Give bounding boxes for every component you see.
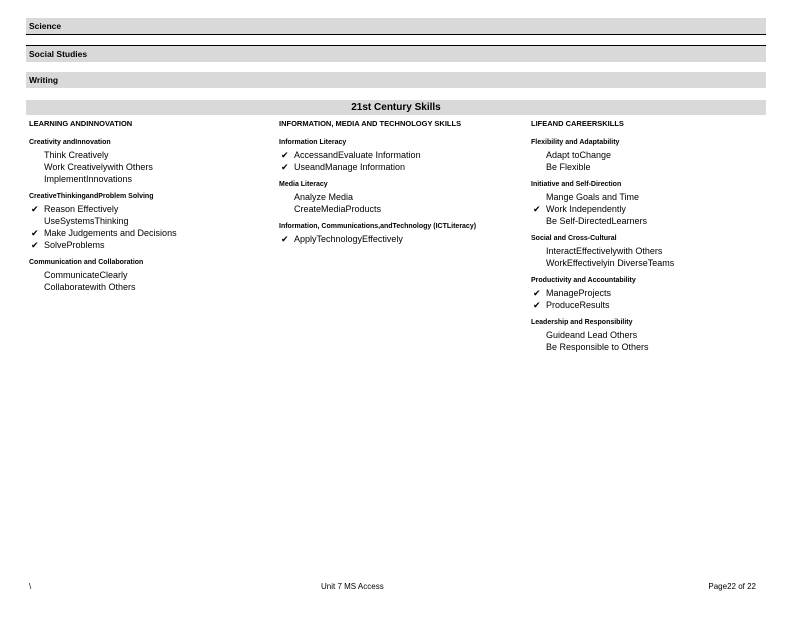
- skill-item-label: Make Judgements and Decisions: [44, 228, 177, 238]
- skill-group: [531, 276, 771, 311]
- skill-item: [531, 203, 771, 215]
- skill-item-label: Analyze Media: [294, 192, 354, 202]
- skill-group-title: Information, Communications,andTechnology (ICTLiteracy): [279, 223, 477, 230]
- skill-item-label: UseSystemsThinking: [44, 216, 129, 226]
- skill-group: [531, 138, 771, 173]
- writing-label: Writing: [29, 75, 59, 85]
- skill-group: [531, 234, 771, 269]
- skill-item-label: ProduceResults: [546, 300, 610, 310]
- skill-item-label: Be Self-DirectedLearners: [546, 216, 648, 226]
- skill-group-title: Initiative and Self-Direction: [531, 181, 622, 188]
- science-section-bar: [26, 18, 766, 34]
- skill-item: [531, 341, 771, 353]
- column-heading: LEARNING ANDINNOVATION: [29, 119, 133, 128]
- skill-item-label: CreateMediaProducts: [294, 204, 382, 214]
- footer-unit-label: Unit 7 MS Access: [321, 582, 384, 591]
- skill-item: [279, 191, 519, 203]
- skill-item: [29, 173, 269, 185]
- skill-group: [29, 138, 269, 185]
- column-heading: LIFEAND CAREERSKILLS: [531, 119, 624, 128]
- skill-item: [279, 161, 519, 173]
- skill-group-title: Media Literacy: [279, 181, 328, 188]
- skill-item-label: Work Creativelywith Others: [44, 162, 153, 172]
- skill-item-label: Reason Effectively: [44, 204, 119, 214]
- skill-group-title: Leadership and Responsibility: [531, 319, 633, 326]
- science-label: Science: [29, 21, 62, 31]
- skill-group-title: Productivity and Accountability: [531, 277, 636, 284]
- column-heading: INFORMATION, MEDIA AND TECHNOLOGY SKILLS: [279, 119, 462, 128]
- skill-item-label: Work Independently: [546, 204, 626, 214]
- checkmark-icon: ✔: [31, 204, 39, 214]
- skill-item-label: Be Responsible to Others: [546, 342, 649, 352]
- checkmark-icon: ✔: [533, 204, 541, 214]
- footer-page-number: Page22 of 22: [708, 582, 756, 591]
- skill-group: [29, 192, 269, 251]
- learning-innovation-column: [29, 119, 269, 300]
- skill-item-label: ManageProjects: [546, 288, 612, 298]
- writing-section-bar: [26, 72, 766, 88]
- skill-group: [29, 258, 269, 293]
- skill-item-label: WorkEffectivelyin DiverseTeams: [546, 258, 675, 268]
- checkmark-icon: ✔: [281, 234, 289, 244]
- skill-group: [531, 180, 771, 227]
- skill-item: [531, 161, 771, 173]
- skill-item-label: ApplyTechnologyEffectively: [294, 234, 403, 244]
- checkmark-icon: ✔: [31, 228, 39, 238]
- skill-item: [29, 269, 269, 281]
- skill-item-label: ImplementInnovations: [44, 174, 133, 184]
- skill-item-label: Mange Goals and Time: [546, 192, 640, 202]
- skill-group-title: CreativeThinkingandProblem Solving: [29, 193, 154, 200]
- skill-item: [531, 329, 771, 341]
- checkmark-icon: ✔: [281, 162, 289, 172]
- skill-item: [29, 149, 269, 161]
- skill-group: [279, 138, 519, 173]
- skill-item: [279, 203, 519, 215]
- skill-item-label: UseandManage Information: [294, 162, 406, 172]
- skill-group-title: Communication and Collaboration: [29, 259, 144, 266]
- skill-item-label: AccessandEvaluate Information: [294, 150, 421, 160]
- skill-item: [531, 299, 771, 311]
- skill-item: [531, 149, 771, 161]
- social-studies-section-bar: [26, 46, 766, 62]
- skill-group: [279, 180, 519, 215]
- skill-item-label: Think Creatively: [44, 150, 109, 160]
- skill-group: [531, 318, 771, 353]
- skill-group: [279, 222, 519, 245]
- skill-item: [29, 227, 269, 239]
- skill-group-title: Information Literacy: [279, 139, 347, 146]
- skill-item: [29, 239, 269, 251]
- skills-title: 21st Century Skills: [26, 100, 766, 115]
- skill-item: [279, 149, 519, 161]
- information-media-technology-column: [279, 119, 519, 252]
- skill-item: [29, 203, 269, 215]
- skill-item-label: Collaboratewith Others: [44, 282, 136, 292]
- checkmark-icon: ✔: [31, 240, 39, 250]
- life-career-column: [531, 119, 771, 360]
- skill-group-title: Creativity andInnovation: [29, 139, 111, 146]
- skill-group-title: Flexibility and Adaptability: [531, 139, 620, 146]
- skill-item: [29, 215, 269, 227]
- skill-item: [279, 233, 519, 245]
- skill-item: [29, 161, 269, 173]
- checkmark-icon: ✔: [281, 150, 289, 160]
- footer-left: \: [29, 582, 32, 591]
- skill-item: [531, 215, 771, 227]
- skill-item-label: Adapt toChange: [546, 150, 612, 160]
- skill-item-label: CommunicateClearly: [44, 270, 128, 280]
- social-studies-label: Social Studies: [29, 49, 88, 59]
- skill-item: [531, 191, 771, 203]
- science-rule: [26, 34, 766, 35]
- skill-item-label: Guideand Lead Others: [546, 330, 638, 340]
- skill-item-label: Be Flexible: [546, 162, 591, 172]
- skill-item: [29, 281, 269, 293]
- skill-item-label: SolveProblems: [44, 240, 105, 250]
- skill-item: [531, 287, 771, 299]
- skill-group-title: Social and Cross-Cultural: [531, 235, 617, 242]
- skill-item: [531, 245, 771, 257]
- skill-item-label: InteractEffectivelywith Others: [546, 246, 663, 256]
- skill-item: [531, 257, 771, 269]
- checkmark-icon: ✔: [533, 300, 541, 310]
- checkmark-icon: ✔: [533, 288, 541, 298]
